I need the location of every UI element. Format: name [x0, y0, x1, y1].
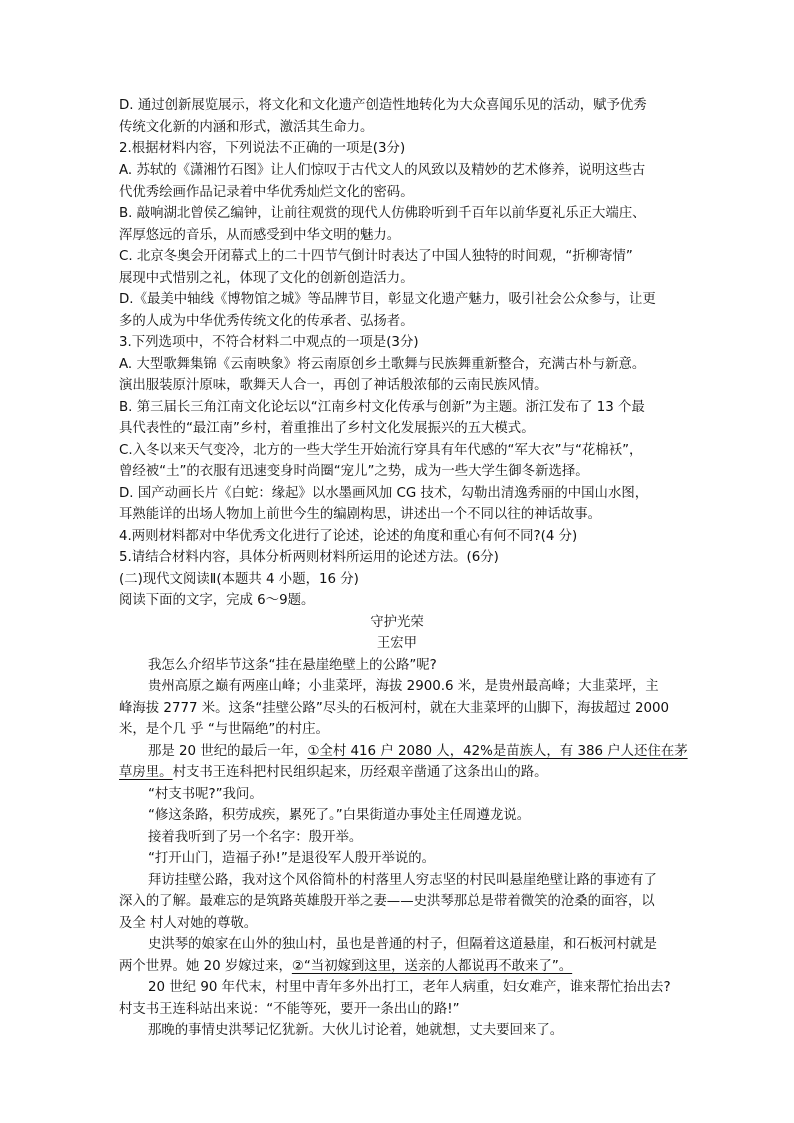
underlined-sentence-1-end: 草房里。	[119, 765, 173, 780]
q2-option-d-line1: D.《最美中轴线《博物馆之城》等品牌节目，彰显文化遗产魅力，吸引社会公众参与，让更	[119, 292, 656, 307]
underlined-sentence-2: ②“当初嫁到这里，送亲的人都说再不敢来了”。	[291, 959, 573, 974]
question-5: 5.请结合材料内容，具体分析两则材料所运用的论述方法。(6分)	[119, 550, 499, 565]
question-3: 3.下列选项中，不符合材料二中观点的一项是(3分)	[119, 335, 419, 350]
paragraph-5: “修这条路，积劳成疾，累死了。”白果街道办事处主任周遵龙说。	[148, 808, 531, 823]
paragraph-2-line2: 峰海拔 2777 米。这条“挂壁公路”尽头的石板河村，就在大韭菜坪的山脚下，海拔超过 2000	[119, 701, 670, 716]
question-2: 2.根据材料内容，下列说法不正确的一项是(3分)	[119, 141, 406, 156]
paragraph-8-line2: 深入的了解。最难忘的是筑路英雄殷开举之妻——史洪琴那总是带着微笑的沧桑的面容，以	[119, 894, 655, 909]
q3-option-d-line2: 耳熟能详的出场人物加上前世今生的编剧构思，讲述出一个不同以往的神话故事。	[119, 507, 602, 522]
paragraph-4: “村支书呢?”我问。	[148, 787, 263, 802]
question-4: 4.两则材料都对中华优秀文化进行了论述，论述的角度和重心有何不同?(4 分)	[119, 529, 578, 544]
option-d-line1: D. 通过创新展览展示，将文化和文化遗产创造性地转化为大众喜闻乐见的活动，赋予优秀	[119, 98, 647, 113]
reading-instruction: 阅读下面的文字，完成 6～9题。	[119, 593, 315, 608]
q2-option-c-line1: C. 北京冬奥会开闭幕式上的二十四节气倒计时表达了中国人独特的时间观，“折柳寄情”	[119, 249, 633, 264]
option-d-line2: 传统文化新的内涵和形式，激活其生命力。	[119, 120, 374, 135]
q3-option-a-line1: A. 大型歌舞集锦《云南映象》将云南原创乡土歌舞与民族舞重新整合，充满古朴与新意。	[119, 357, 646, 372]
q3-option-b-line1: B. 第三届长三角江南文化论坛以“江南乡村文化传承与创新”为主题。浙江发布了 13 个最	[119, 400, 645, 415]
section-heading: (二)现代文阅读Ⅱ(本题共 4 小题，16 分)	[119, 572, 359, 587]
q3-option-c-line2: 曾经被“土”的衣服有迅速变身时尚圈“宠儿”之势，成为一些大学生御冬新选择。	[119, 464, 589, 479]
paragraph-3-line1	[148, 742, 688, 761]
paragraph-9-lead: 两个世界。她 20 岁嫁过来，	[119, 959, 292, 974]
paragraph-10-line1: 20 世纪 90 年代末，村里中青年多外出打工，老年人病重，妇女难产，谁来帮忙抬出去?	[148, 980, 671, 995]
story-author: 王宏甲	[376, 636, 418, 651]
paragraph-9-line2	[119, 957, 572, 976]
paragraph-10-line2: 村支书王连科站出来说：“不能等死，要开一条出山的路!”	[119, 1002, 460, 1017]
q2-option-d-line2: 多的人成为中华优秀传统文化的传承者、弘扬者。	[119, 314, 414, 329]
paragraph-3-lead: 那是 20 世纪的最后一年，	[148, 744, 308, 759]
paragraph-2-line1: 贵州高原之巅有两座山峰；小韭菜坪，海拔 2900.6 米，是贵州最高峰；大韭菜坪，主	[148, 679, 659, 694]
q3-option-c-line1: C.入冬以来天气变冷，北方的一些大学生开始流行穿具有年代感的“军大衣”与“花棉袄”，	[119, 443, 643, 458]
underlined-sentence-1: ①全村 416 户 2080 人，42%是苗族人，有 386 户人还住在茅	[307, 744, 688, 759]
paragraph-2-line3: 米，是个几 乎 “与世隔绝”的村庄。	[119, 722, 329, 737]
q2-option-b-line2: 浑厚悠远的音乐，从而感受到中华文明的魅力。	[119, 228, 401, 243]
paragraph-9-line1: 史洪琴的娘家在山外的独山村，虽也是普通的村子，但隔着这道悬崖，和石板河村就是	[148, 937, 657, 952]
paragraph-8-line1: 拜访挂壁公路，我对这个风俗简朴的村落里人穷志坚的村民叫悬崖绝壁让路的事迹有了	[148, 873, 657, 888]
q2-option-a-line1: A. 苏轼的《潇湘竹石图》让人们惊叹于古代文人的风致以及精妙的艺术修养，说明这些古	[119, 163, 646, 178]
paragraph-11: 那晚的事情史洪琴记忆犹新。大伙儿讨论着，她就想，丈夫要回来了。	[148, 1023, 564, 1038]
q3-option-a-line2: 演出服装原汁原味，歌舞天人合一，再创了神话般浓郁的云南民族风情。	[119, 378, 548, 393]
q3-option-d-line1: D. 国产动画长片《白蛇：缘起》以水墨画风加 CG 技术，勾勒出清逸秀丽的中国山水图，	[119, 486, 649, 501]
paragraph-6: 接着我听到了另一个名字：殷开举。	[148, 830, 363, 845]
paragraph-3-tail: 村支书王连科把村民组织起来，历经艰辛凿通了这条出山的路。	[172, 765, 548, 780]
q2-option-a-line2: 代优秀绘画作品记录着中华优秀灿烂文化的密码。	[119, 185, 414, 200]
q3-option-b-line2: 具代表性的“最江南”乡村，着重推出了乡村文化发展振兴的五大模式。	[119, 421, 535, 436]
paragraph-7: “打开山门，造福子孙!”是退役军人殷开举说的。	[148, 851, 436, 866]
q2-option-b-line1: B. 敲响湖北曾侯乙编钟，让前往观赏的现代人仿佛聆听到千百年以前华夏礼乐正大端庄、	[119, 206, 646, 221]
q2-option-c-line2: 展现中式惜别之礼，体现了文化的创新创造活力。	[119, 271, 414, 286]
paragraph-8-line3: 及全 村人对她的尊敬。	[119, 916, 258, 931]
paragraph-1: 我怎么介绍毕节这条“挂在悬崖绝壁上的公路”呢?	[148, 658, 437, 673]
paragraph-3-line2	[119, 763, 548, 782]
story-title: 守护光荣	[370, 615, 424, 630]
